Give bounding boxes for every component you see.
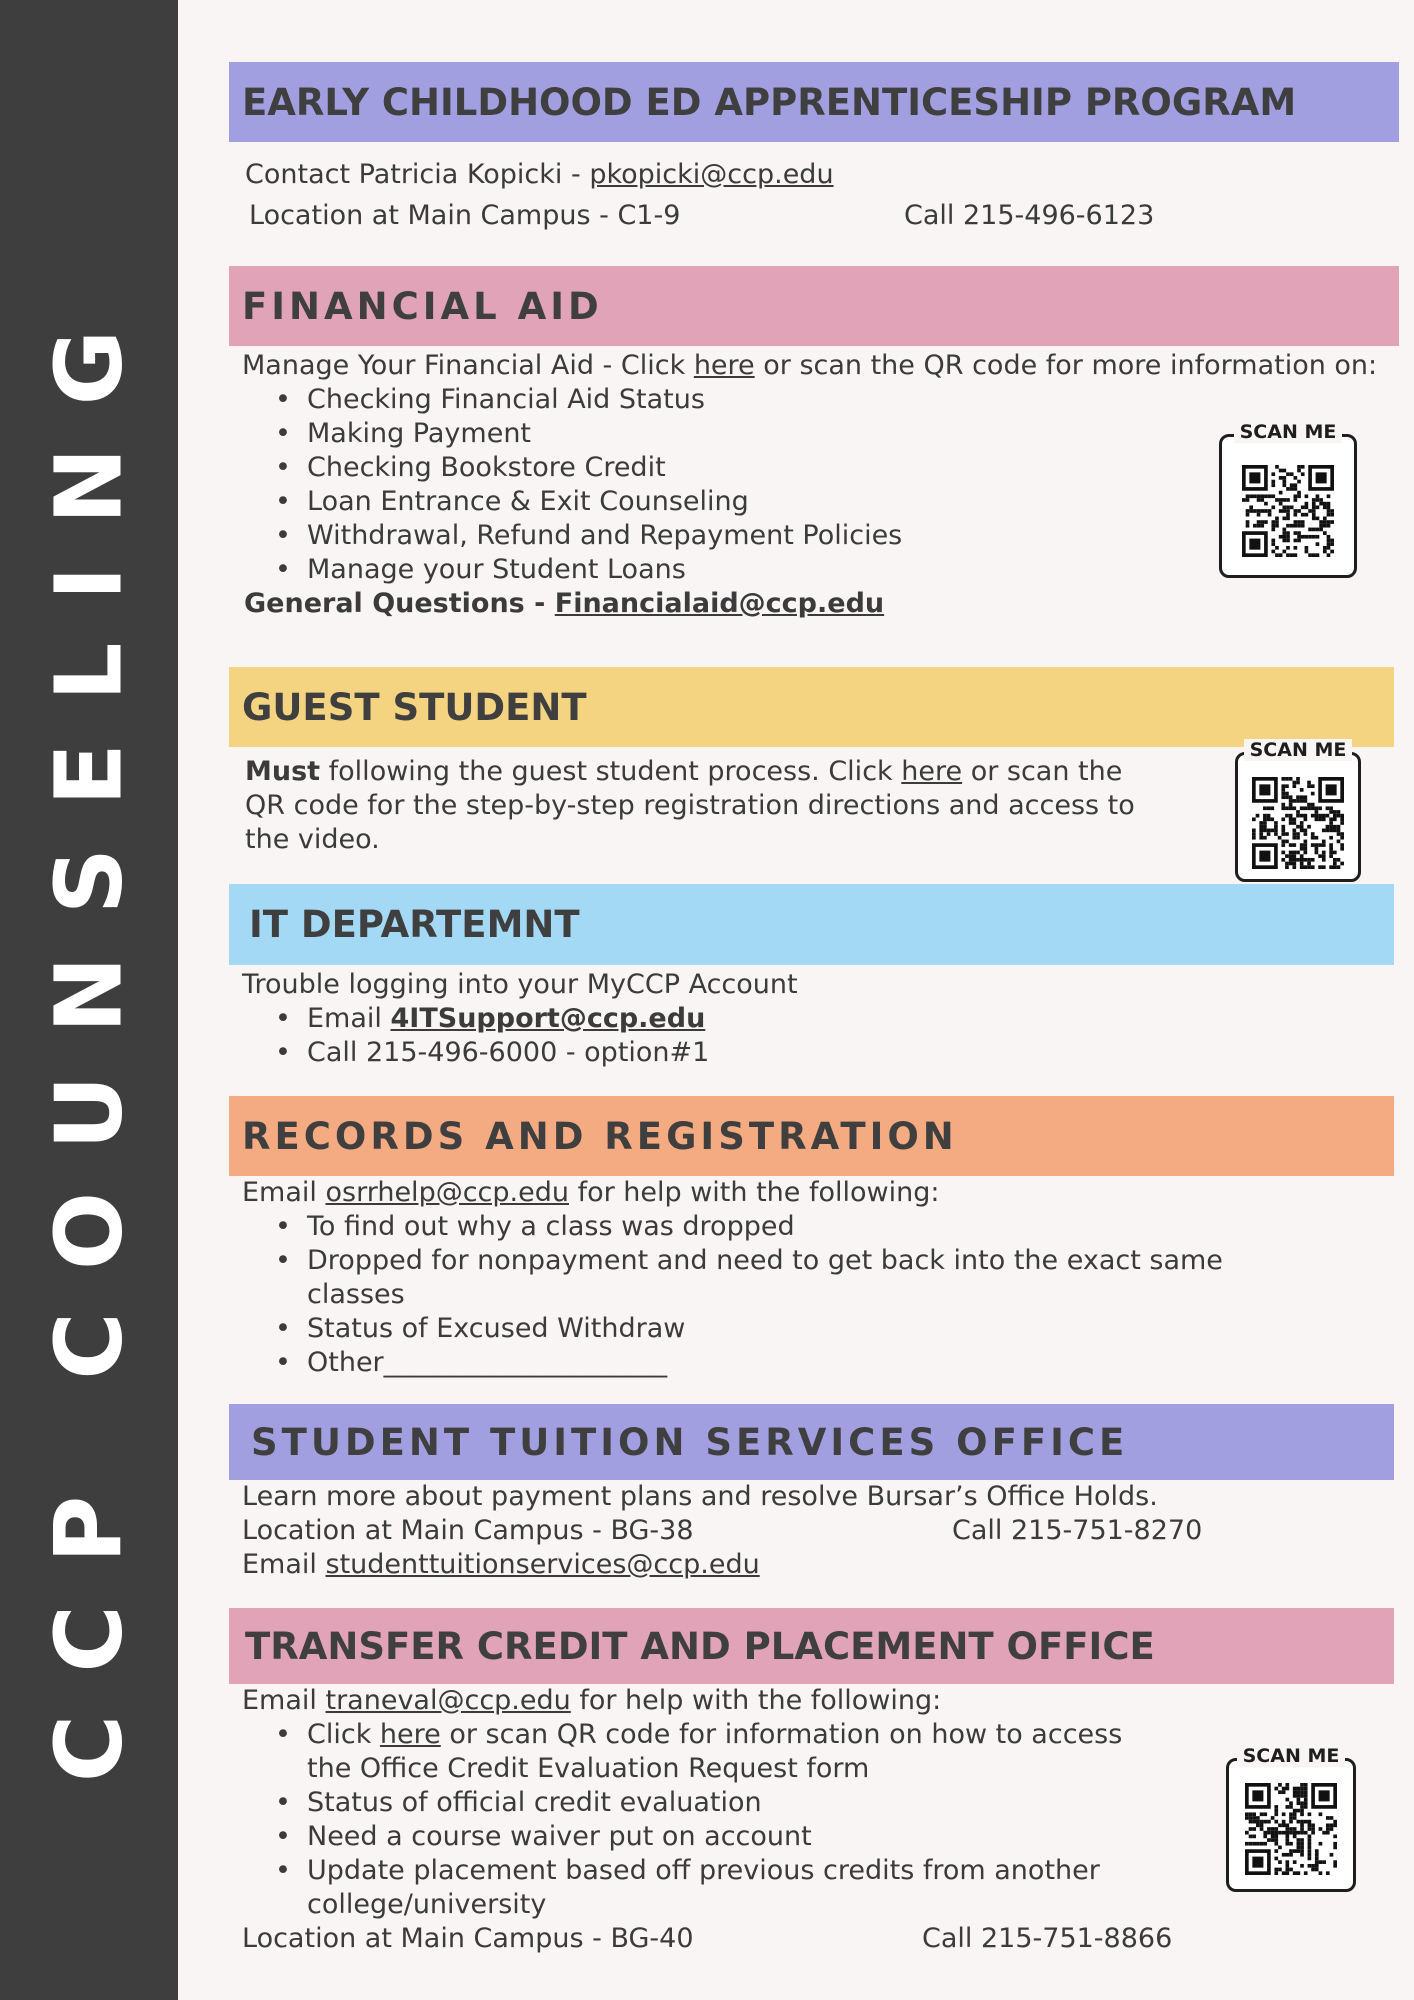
must-label: Must — [245, 756, 321, 787]
early-childhood-heading: EARLY CHILDHOOD ED APPRENTICESHIP PROGRAM — [229, 62, 1399, 142]
tuition-location: Location at Main Campus - BG-38 — [242, 1515, 694, 1546]
financial-aid-intro-text: Manage Your Financial Aid - Click — [242, 350, 694, 381]
guest-text-end: or scan the QR code for the step-by-step registration directions and access to the video. — [245, 756, 1135, 855]
it-support-email-link[interactable]: 4ITSupport@ccp.edu — [390, 1003, 706, 1034]
email-label: Email — [242, 1549, 326, 1580]
transfer-phone: Call 215-751-8866 — [922, 1923, 1173, 1954]
financial-aid-list — [242, 383, 1379, 587]
tuition-heading: STUDENT TUITION SERVICES OFFICE — [229, 1404, 1394, 1480]
guest-student-qr[interactable] — [1235, 739, 1361, 882]
qr-code-icon — [1252, 777, 1344, 869]
transfer-qr[interactable] — [1226, 1745, 1356, 1892]
early-childhood-phone: Call 215-496-6123 — [904, 200, 1155, 231]
financial-aid-qr[interactable] — [1219, 421, 1357, 578]
records-intro-text: for help with the following: — [568, 1177, 940, 1208]
transfer-intro-text: for help with the following: — [570, 1685, 942, 1716]
transfer-section — [229, 1608, 1394, 1956]
list-item: • Dropped for nonpayment and need to get back into the exact same classes — [275, 1244, 1229, 1312]
click-label: Click — [307, 1719, 380, 1750]
sidebar-title: CCP COUNSELING — [35, 287, 143, 1783]
list-item: • Checking Financial Aid Status — [275, 383, 1379, 417]
it-department-heading: IT DEPARTEMNT — [229, 884, 1394, 965]
list-item: • Checking Bookstore Credit — [275, 451, 1379, 485]
transfer-intro — [242, 1684, 1229, 1718]
tuition-email — [242, 1548, 1394, 1582]
records-heading: RECORDS AND REGISTRATION — [229, 1096, 1394, 1176]
transfer-location: Location at Main Campus - BG-40 — [242, 1923, 694, 1954]
pkopicki-email-link[interactable]: pkopicki@ccp.edu — [589, 159, 834, 190]
it-department-section — [229, 884, 1394, 1070]
list-item — [275, 1718, 1172, 1786]
tuition-phone: Call 215-751-8270 — [952, 1515, 1203, 1546]
email-label: Email — [242, 1177, 326, 1208]
list-item: • Status of official credit evaluation — [275, 1786, 1172, 1820]
contact-label: Contact Patricia Kopicki - — [245, 159, 590, 190]
early-childhood-section — [229, 62, 1399, 236]
list-item: • Update placement based off previous credits from another college/university — [275, 1854, 1172, 1922]
financial-aid-email-link[interactable]: Financialaid@ccp.edu — [554, 588, 885, 619]
scan-me-label: SCAN ME — [1237, 1745, 1346, 1767]
transfer-here-link[interactable]: here — [379, 1719, 441, 1750]
tuition-section — [229, 1404, 1394, 1582]
guest-student-text — [229, 747, 1159, 857]
list-item: • Call 215-496-6000 - option#1 — [275, 1036, 1394, 1070]
list-item: • Other_____________________ — [275, 1346, 1229, 1380]
scan-me-label: SCAN ME — [1234, 421, 1343, 443]
scan-me-label: SCAN ME — [1244, 739, 1353, 761]
records-section — [229, 1096, 1394, 1380]
tuition-email-link[interactable]: studenttuitionservices@ccp.edu — [325, 1549, 760, 1580]
sidebar — [0, 0, 178, 2000]
early-childhood-location: Location at Main Campus - C1-9 — [249, 200, 681, 231]
financial-aid-intro-text-end: or scan the QR code for more information on: — [754, 350, 1378, 381]
list-item: • Status of Excused Withdraw — [275, 1312, 1229, 1346]
qr-code-icon — [1245, 1783, 1337, 1875]
it-intro: Trouble logging into your MyCCP Account — [242, 969, 798, 1000]
tuition-intro: Learn more about payment plans and resolve Bursar’s Office Holds. — [242, 1481, 1158, 1512]
financial-aid-here-link[interactable]: here — [693, 350, 755, 381]
transfer-item-text: or scan QR code for information on how to access the Office Credit Evaluation Request form — [307, 1719, 1123, 1784]
records-intro — [242, 1176, 1229, 1210]
list-item — [275, 1002, 1394, 1036]
transfer-heading: TRANSFER CREDIT AND PLACEMENT OFFICE — [229, 1608, 1394, 1684]
financial-aid-questions — [242, 587, 1379, 621]
list-item: • Making Payment — [275, 417, 1379, 451]
list-item: • Manage your Student Loans — [275, 553, 1379, 587]
guest-text: following the guest student process. Click — [320, 756, 902, 787]
traneval-email-link[interactable]: traneval@ccp.edu — [325, 1685, 571, 1716]
financial-aid-heading: FINANCIAL AID — [229, 266, 1399, 346]
email-label: Email — [242, 1685, 326, 1716]
early-childhood-contact — [245, 154, 1399, 195]
transfer-list — [242, 1718, 1172, 1922]
guest-student-here-link[interactable]: here — [901, 756, 963, 787]
guest-student-heading: GUEST STUDENT — [229, 667, 1394, 747]
qr-code-icon — [1242, 465, 1334, 557]
list-item: • Need a course waiver put on account — [275, 1820, 1172, 1854]
financial-aid-intro — [242, 349, 1379, 383]
records-list — [242, 1210, 1229, 1380]
list-item: • To find out why a class was dropped — [275, 1210, 1229, 1244]
it-list — [242, 1002, 1394, 1070]
guest-student-section — [229, 667, 1394, 857]
list-item: • Loan Entrance & Exit Counseling — [275, 485, 1379, 519]
email-label: Email — [307, 1003, 391, 1034]
osrrhelp-email-link[interactable]: osrrhelp@ccp.edu — [325, 1177, 569, 1208]
questions-label: General Questions - — [244, 588, 555, 619]
list-item: • Withdrawal, Refund and Repayment Policies — [275, 519, 1379, 553]
